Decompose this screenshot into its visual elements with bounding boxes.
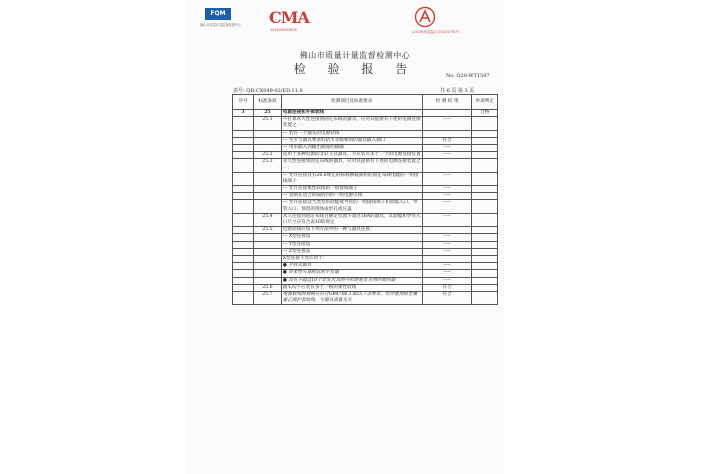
report-number: No. Q20-WT1597 — [446, 73, 490, 79]
row-seq — [233, 291, 254, 304]
row-judgement — [472, 144, 498, 151]
row-clause: 25.3 — [254, 159, 282, 172]
row-seq — [233, 263, 254, 270]
row-seq — [233, 255, 254, 262]
row-requirement: 适用于多种电源的非驻立式器具，不应装有多于一个的电源连接装置 — [282, 152, 421, 158]
row-result: ----- — [422, 193, 472, 200]
table-row — [233, 110, 498, 117]
table-row — [233, 117, 498, 130]
table-row — [233, 200, 498, 213]
row-seq — [233, 227, 254, 234]
row-seq — [233, 193, 254, 200]
row-result: ----- — [422, 241, 472, 248]
row-clause — [254, 186, 282, 193]
row-clause — [254, 277, 282, 284]
row-clause: 25 — [254, 110, 282, 117]
table-row — [233, 186, 498, 193]
table-row — [233, 227, 498, 234]
row-result: 符合 — [422, 291, 472, 304]
row-clause — [254, 234, 282, 241]
row-requirement: — X型连接法 — [281, 234, 422, 241]
table-row — [233, 291, 498, 304]
row-judgement — [472, 255, 498, 262]
row-judgement — [472, 159, 498, 172]
row-clause — [254, 241, 282, 248]
page-info: 共 6 页 第 3 页 — [440, 88, 475, 94]
table-header-row — [233, 95, 498, 110]
table-row — [233, 130, 498, 137]
row-seq — [233, 277, 254, 284]
row-requirement: — 允许连接具有26.6规定的标称横截面积的固定布线电缆的一组接线端子 — [281, 172, 422, 185]
header-clause: 标准条款 — [254, 95, 282, 110]
row-clause — [254, 172, 282, 185]
row-result: ----- — [422, 248, 472, 255]
row-result: ----- — [422, 172, 472, 185]
table-row — [233, 241, 498, 248]
row-clause: 25.5 — [254, 227, 282, 234]
cal-logo-icon — [414, 6, 436, 28]
row-requirement: — 容纳在适合的隔间内的一组电源引线 — [281, 193, 422, 200]
row-judgement — [472, 117, 498, 130]
table-row — [233, 137, 498, 144]
row-result: 符合 — [422, 137, 472, 144]
row-clause: 25.4 — [254, 213, 282, 226]
row-result: ----- — [422, 263, 472, 270]
row-seq — [233, 234, 254, 241]
row-judgement — [472, 284, 498, 291]
row-requirement: ● 具有不超过10个非发火具的可折卸卷发夹用的加热器 — [281, 277, 422, 284]
row-judgement — [472, 200, 498, 213]
table-row — [233, 234, 498, 241]
header-judgement: 单项判定 — [472, 95, 498, 110]
row-result — [422, 227, 472, 234]
row-requirement: — 用来插入到输出插座的插脚 — [281, 144, 422, 151]
row-clause: 25.2 — [254, 152, 282, 159]
row-result — [422, 110, 472, 117]
row-requirement: ● 手持式器具 — [281, 263, 422, 270]
table-row — [233, 213, 498, 226]
row-seq — [233, 248, 254, 255]
row-judgement — [472, 277, 498, 284]
cma-logo-text: CMA — [269, 8, 309, 27]
row-result: ----- — [422, 270, 472, 277]
row-result — [422, 255, 472, 262]
row-judgement — [472, 234, 498, 241]
report-title: 检 验 报 告 — [293, 62, 417, 76]
row-requirement: — 允许连接柔性软线的一组接线端子 — [281, 186, 422, 193]
row-requirement: — 装有一个插头的电源软线 — [281, 130, 422, 137]
row-judgement — [472, 193, 498, 200]
cma-number: 201819092836 — [270, 28, 297, 32]
row-judgement: 合格 — [472, 110, 498, 117]
row-seq — [233, 172, 254, 185]
table-row — [233, 152, 498, 159]
row-result: ----- — [422, 144, 472, 151]
row-judgement — [472, 130, 498, 137]
row-requirement: 电源软线的规格应符合GB4706.1第25.7条要求，允许使用轻型聚氯乙烯护套软线，与器具质量无关 — [281, 291, 422, 304]
row-result: ----- — [422, 200, 472, 213]
row-clause — [254, 130, 282, 137]
row-requirement: — Z型连接法 — [281, 248, 422, 255]
row-judgement — [472, 137, 498, 144]
row-requirement: — Y型连接法 — [281, 241, 422, 248]
cal-number: (2019)粤质监认字(Q0275)号 — [412, 30, 460, 34]
row-clause — [254, 137, 282, 144]
table-row — [233, 263, 498, 270]
row-clause: 25.1 — [254, 117, 282, 130]
table-row — [233, 159, 498, 172]
fqm-logo: FQM — [205, 8, 231, 20]
row-judgement — [472, 241, 498, 248]
row-judgement — [472, 291, 498, 304]
row-seq — [233, 117, 254, 130]
table-row — [233, 277, 498, 284]
row-result — [422, 159, 472, 172]
row-judgement — [472, 186, 498, 193]
row-judgement — [472, 213, 498, 226]
row-seq — [233, 270, 254, 277]
row-requirement: 插头均不应装有多于一根的柔性软线 — [281, 284, 422, 291]
row-seq — [233, 152, 254, 159]
cma-logo — [269, 8, 309, 27]
row-result: ----- — [422, 234, 472, 241]
inspection-table — [232, 94, 498, 305]
row-requirement: 永久连接到固定布线且额定电流不超过16A的器具，其软缆和导管入口尺寸应符合表10的规定 — [282, 213, 421, 225]
row-requirement: 永久性连接到固定布线的器具，应对其提供有下述的电源连接装置之一： — [282, 159, 421, 171]
row-requirement: — 允许连接适当类型的软缆或导管的一组接线端子和软缆入口、导管入口、预留的现场成形孔或压盖 — [281, 200, 422, 213]
row-requirement: 不打算永久性连接到固定布线的器具，应对其提供有下述的电源连接装置之一： — [282, 117, 421, 129]
table-row — [233, 172, 498, 185]
row-clause: 25.7 — [254, 291, 282, 304]
row-clause — [254, 200, 282, 213]
table-row — [233, 193, 498, 200]
row-judgement — [472, 248, 498, 255]
row-result: ----- — [422, 152, 472, 159]
row-seq — [233, 144, 254, 151]
row-judgement — [472, 227, 498, 234]
table-row — [233, 248, 498, 255]
row-result: ----- — [422, 213, 472, 226]
org-name: 佛山市质量计量监督检测中心 — [299, 51, 411, 60]
row-result: ----- — [422, 117, 472, 130]
row-seq — [233, 130, 254, 137]
row-result: ----- — [422, 186, 472, 193]
row-judgement — [472, 152, 498, 159]
row-seq: 3 — [233, 110, 254, 117]
row-clause — [254, 248, 282, 255]
header-result: 检 测 结 果 — [422, 95, 472, 110]
header-seq: 序号 — [233, 95, 254, 110]
row-seq — [233, 186, 254, 193]
row-clause — [254, 144, 282, 151]
fqm-caption: 佛山市质量计量监督检测中心 — [200, 23, 242, 27]
row-requirement: 电源连接和外部软线 — [281, 110, 422, 117]
row-clause — [254, 263, 282, 270]
row-seq — [233, 159, 254, 172]
table-row — [233, 270, 498, 277]
row-requirement: X型连接不允许用于： — [281, 255, 422, 262]
row-clause — [254, 270, 282, 277]
row-clause: 25.6 — [254, 284, 282, 291]
row-seq — [233, 213, 254, 226]
header-requirement: 检测项目及标准要求 — [281, 95, 422, 110]
row-requirement: — 至少与器具要求的防水等级相同的器具输入插口 — [281, 137, 422, 144]
row-seq — [233, 137, 254, 144]
form-number: 表号: QR-CX049-02/ED.11.0 — [233, 88, 303, 94]
row-requirement: 电源软线应按下列方法中的一种与器具连接： — [281, 227, 422, 234]
row-judgement — [472, 263, 498, 270]
row-judgement — [472, 172, 498, 185]
row-seq — [233, 241, 254, 248]
row-clause — [254, 193, 282, 200]
table-row — [233, 255, 498, 262]
row-seq — [233, 284, 254, 291]
table-row — [233, 144, 498, 151]
row-requirement: ● 带柔性头罩附近的手发器 — [281, 270, 422, 277]
row-result: 符合 — [422, 284, 472, 291]
row-seq — [233, 200, 254, 213]
row-judgement — [472, 270, 498, 277]
row-result: ----- — [422, 277, 472, 284]
row-clause — [254, 255, 282, 262]
table-row — [233, 284, 498, 291]
row-result — [422, 130, 472, 137]
